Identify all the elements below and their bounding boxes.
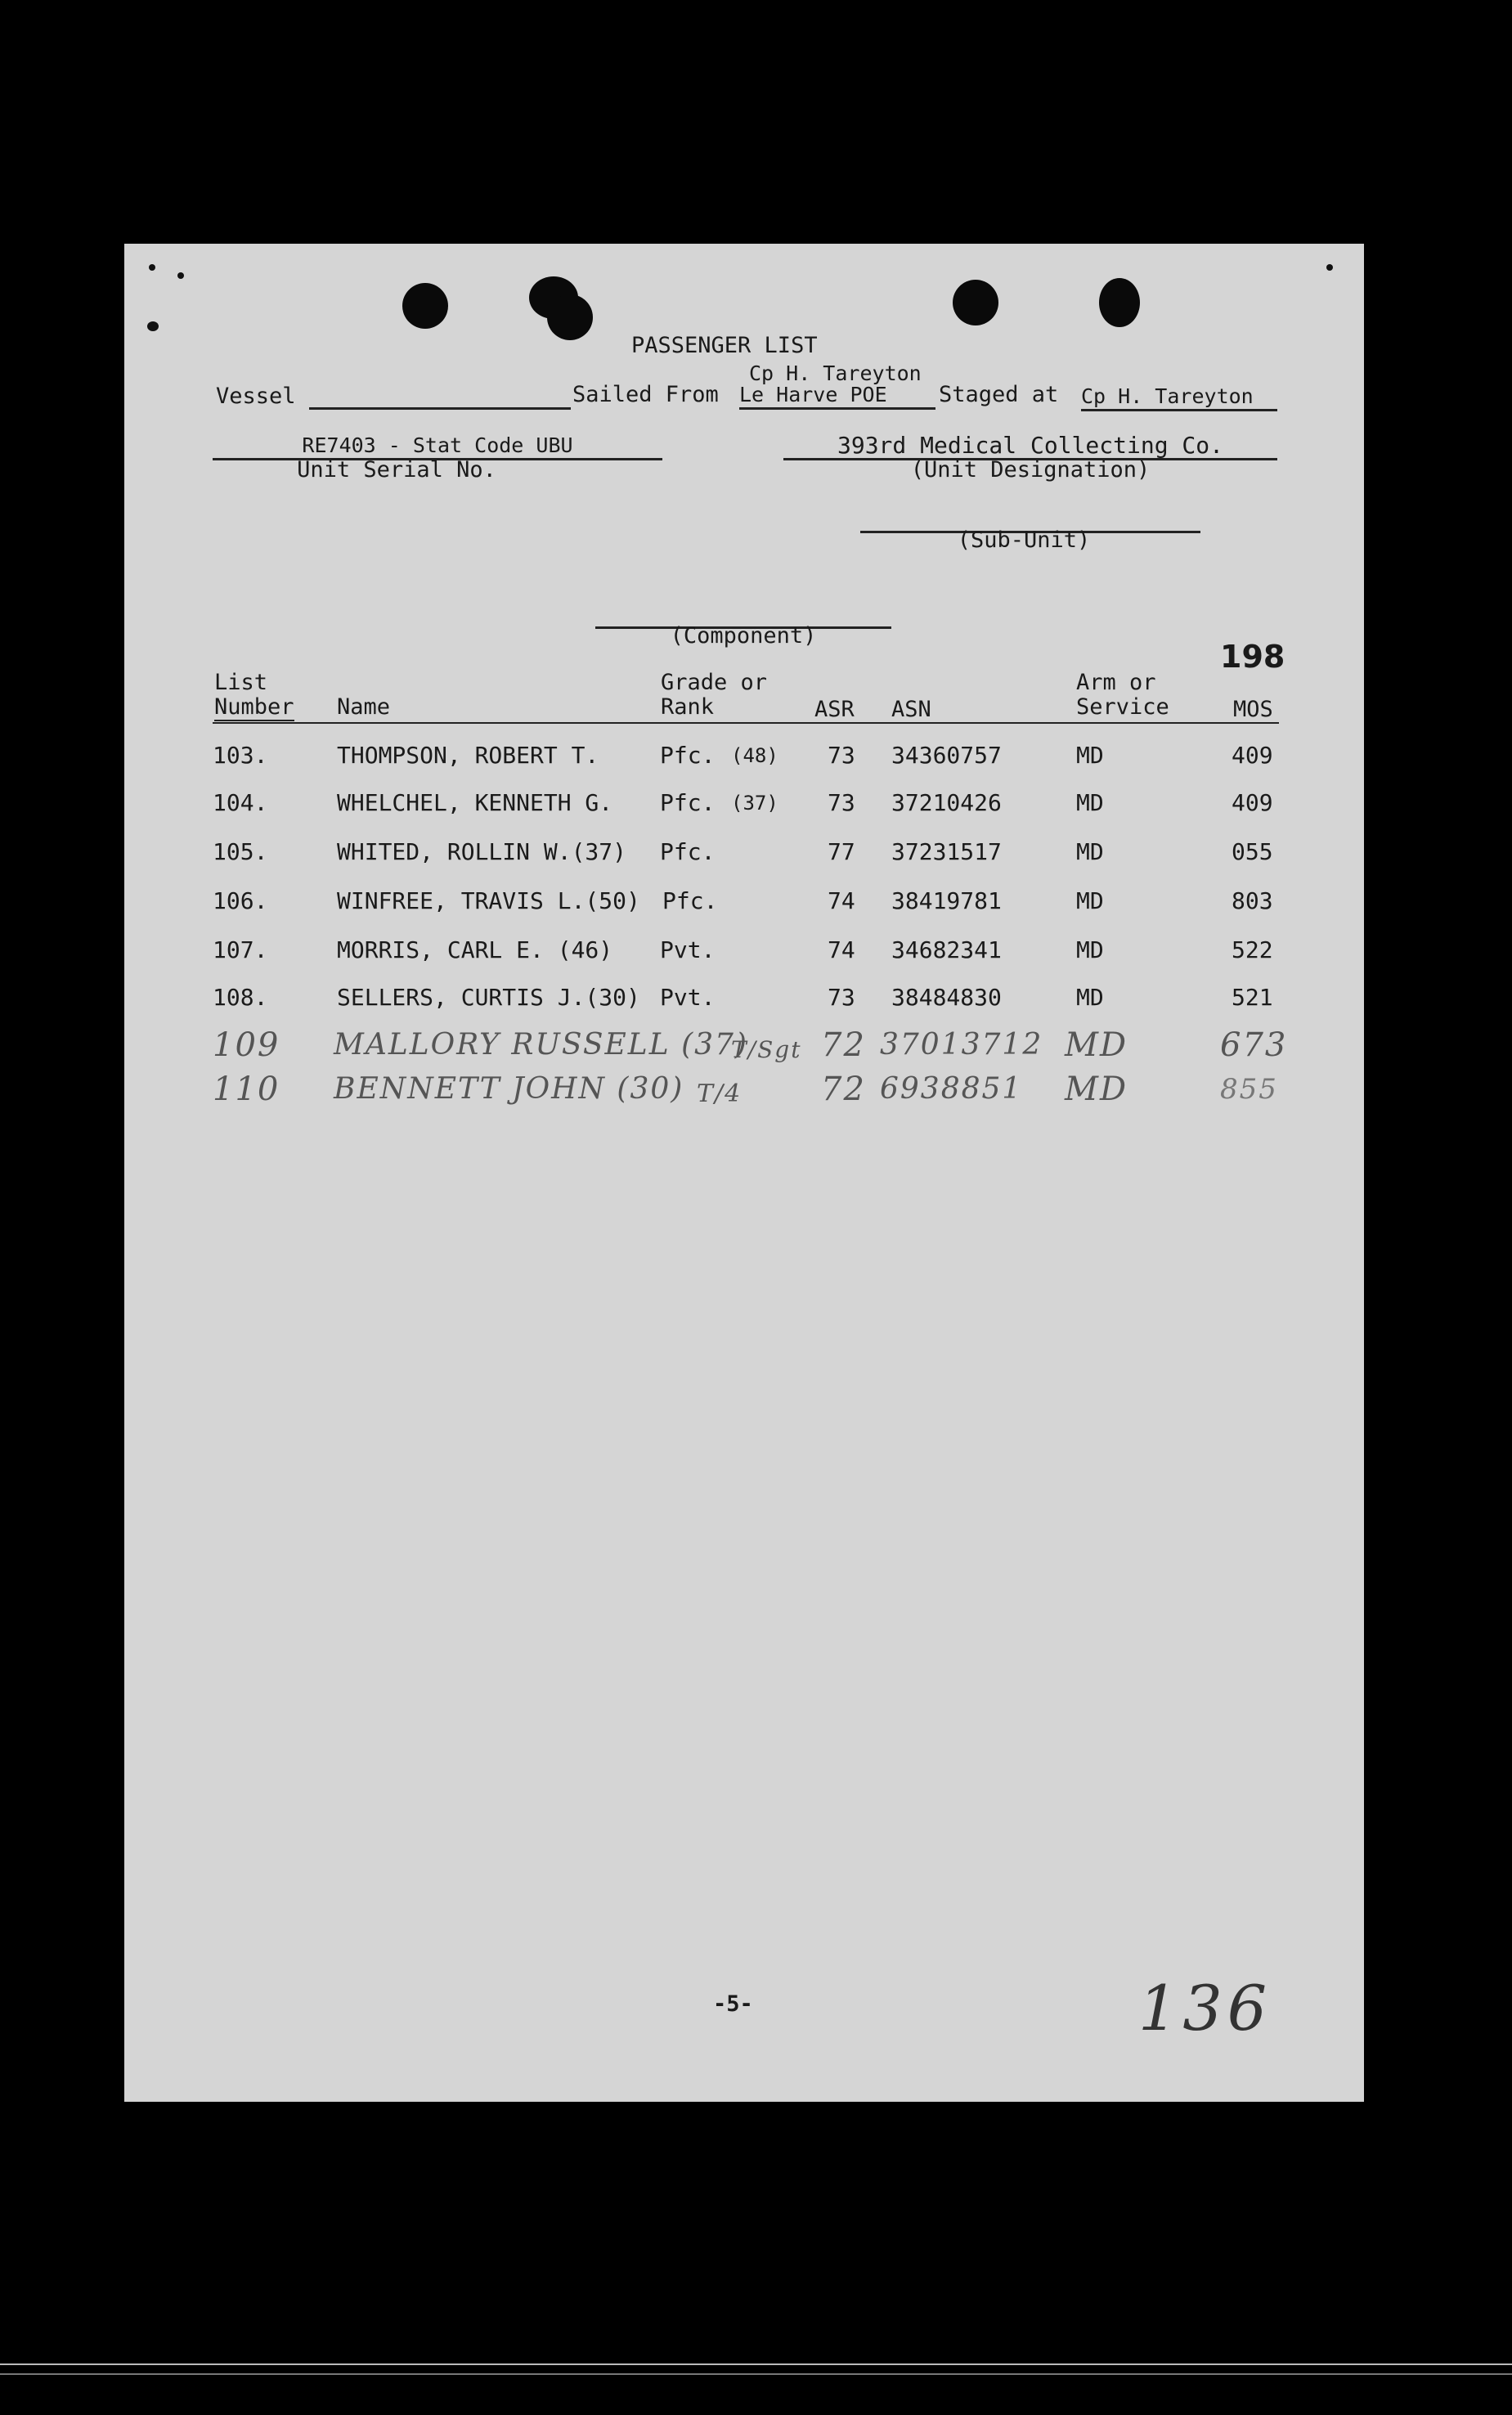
table-row xyxy=(124,790,1364,823)
component-label: (Component) xyxy=(670,623,817,649)
unit-serial-label: Unit Serial No. xyxy=(297,457,496,483)
arm-service: MD xyxy=(1076,789,1104,816)
arm-service: MD xyxy=(1076,887,1104,914)
mos: 409 xyxy=(1232,789,1273,816)
table-row xyxy=(124,743,1364,775)
speck xyxy=(149,264,155,271)
col-asn: ASN xyxy=(891,697,931,722)
mos: 409 xyxy=(1232,742,1273,769)
speck xyxy=(1326,264,1333,271)
arm-service: MD xyxy=(1076,936,1104,963)
soldier-name: BENNETT JOHN (30) xyxy=(334,1072,684,1106)
grade: Pfc. xyxy=(660,838,716,865)
handwritten-folio-number: 136 xyxy=(1138,1972,1272,2045)
arm-service: MD xyxy=(1076,838,1104,865)
asr: 73 xyxy=(828,742,855,769)
list-number: 110 xyxy=(213,1071,280,1108)
list-number: 107. xyxy=(213,936,268,963)
list-number: 103. xyxy=(213,742,268,769)
list-number: 109 xyxy=(213,1026,280,1064)
sailed-from-label: Sailed From xyxy=(572,382,719,407)
soldier-name: WHELCHEL, KENNETH G. xyxy=(337,789,613,816)
grade: Pvt. xyxy=(660,936,716,963)
asr: 72 xyxy=(821,1026,866,1064)
asn: 38419781 xyxy=(891,887,1002,914)
asn: 37013712 xyxy=(880,1028,1043,1062)
header-underline xyxy=(213,722,1279,724)
handwritten-row xyxy=(124,1027,1364,1068)
col-list-2: Number xyxy=(214,694,294,720)
col-grade-1: Grade or xyxy=(661,670,768,695)
col-arm-1: Arm or xyxy=(1076,670,1156,695)
list-number: 104. xyxy=(213,789,268,816)
sailed-from-value-1: Cp H. Tareyton xyxy=(749,361,922,385)
staged-at-label: Staged at xyxy=(939,382,1059,407)
col-mos: MOS xyxy=(1233,697,1273,722)
col-asr: ASR xyxy=(814,697,855,722)
asr: 74 xyxy=(828,936,855,963)
table-row xyxy=(124,937,1364,970)
asr: 73 xyxy=(828,984,855,1011)
soldier-name: MORRIS, CARL E. (46) xyxy=(337,936,613,963)
asn: 37210426 xyxy=(891,789,1002,816)
asn: 34682341 xyxy=(891,936,1002,963)
mos: 521 xyxy=(1232,984,1273,1011)
grade: Pfc. xyxy=(660,789,716,816)
arm-service: MD xyxy=(1076,742,1104,769)
staged-at-value: Cp H. Tareyton xyxy=(1081,384,1277,411)
asn: 6938851 xyxy=(880,1072,1023,1106)
asr: 74 xyxy=(828,887,855,914)
col-arm-2: Service xyxy=(1076,694,1169,720)
grade: T/Sgt xyxy=(731,1036,802,1063)
soldier-name: MALLORY RUSSELL (37) xyxy=(334,1028,748,1062)
speck xyxy=(147,321,159,331)
col-name: Name xyxy=(337,694,391,720)
asr: 72 xyxy=(821,1071,866,1108)
soldier-name: WINFREE, TRAVIS L.(50) xyxy=(337,887,640,914)
sailed-from-value-2: Le Harve POE xyxy=(739,383,935,410)
grade: Pfc. xyxy=(660,742,716,769)
vessel-line xyxy=(309,407,571,410)
grade: T/4 xyxy=(697,1080,743,1108)
col-grade-2: Rank xyxy=(661,694,715,720)
soldier-name: SELLERS, CURTIS J.(30) xyxy=(337,984,640,1011)
table-row xyxy=(124,888,1364,921)
grade: Pfc. xyxy=(662,887,718,914)
list-number: 106. xyxy=(213,887,268,914)
document-page xyxy=(124,244,1364,2102)
punch-hole xyxy=(402,283,448,329)
mos: 055 xyxy=(1232,838,1273,865)
table-row xyxy=(124,839,1364,872)
unit-serial-value: RE7403 - Stat Code UBU xyxy=(213,433,662,460)
page-number: -5- xyxy=(713,1991,753,2017)
scan-artifact-line xyxy=(0,2373,1512,2375)
asr: 77 xyxy=(828,838,855,865)
grade: Pvt. xyxy=(660,984,716,1011)
punch-hole xyxy=(1099,278,1140,327)
asr: 73 xyxy=(828,789,855,816)
handwritten-row xyxy=(124,1071,1364,1112)
arm-service: MD xyxy=(1065,1071,1128,1108)
arm-service: MD xyxy=(1076,984,1104,1011)
soldier-name: THOMPSON, ROBERT T. xyxy=(337,742,599,769)
vessel-label: Vessel xyxy=(216,384,296,409)
mos: 855 xyxy=(1220,1073,1278,1106)
list-number: 105. xyxy=(213,838,268,865)
asn: 38484830 xyxy=(891,984,1002,1011)
table-row xyxy=(124,985,1364,1017)
stamp-number: 198 xyxy=(1220,639,1285,675)
col-list-1: List xyxy=(214,670,268,695)
arm-service: MD xyxy=(1065,1026,1128,1064)
unit-designation-label: (Unit Designation) xyxy=(910,457,1151,483)
soldier-name: WHITED, ROLLIN W.(37) xyxy=(337,838,627,865)
age: (37) xyxy=(731,792,778,815)
punch-hole xyxy=(953,280,998,325)
asn: 37231517 xyxy=(891,838,1002,865)
list-number: 108. xyxy=(213,984,268,1011)
age: (48) xyxy=(731,744,778,767)
unit-designation-value: 393rd Medical Collecting Co. xyxy=(783,433,1277,460)
mos: 803 xyxy=(1232,887,1273,914)
mos: 673 xyxy=(1220,1026,1288,1064)
sub-unit-label: (Sub-Unit) xyxy=(957,527,1091,553)
mos: 522 xyxy=(1232,936,1273,963)
scan-artifact-line xyxy=(0,2363,1512,2365)
speck xyxy=(177,272,184,279)
page-title: PASSENGER LIST xyxy=(631,333,818,358)
asn: 34360757 xyxy=(891,742,1002,769)
punch-hole xyxy=(547,294,593,340)
